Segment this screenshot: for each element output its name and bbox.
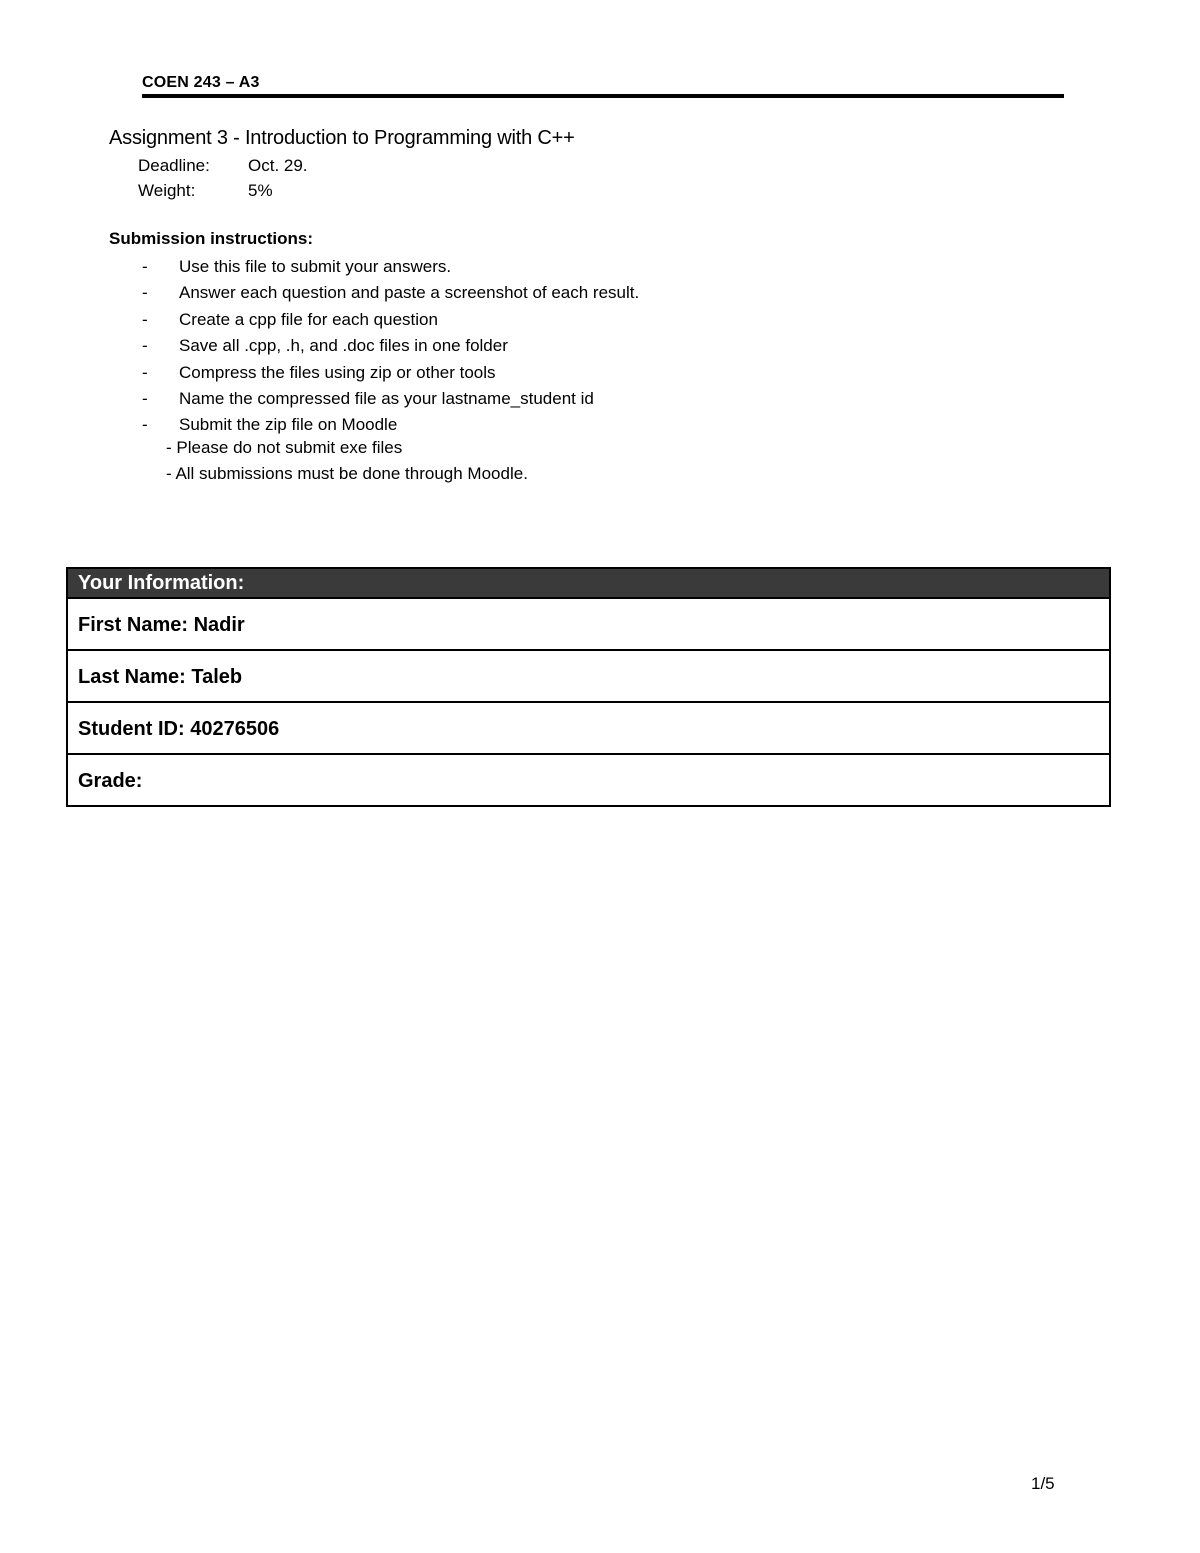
deadline-label: Deadline: <box>138 156 210 175</box>
list-dash: - <box>142 257 148 276</box>
list-item-text: Compress the files using zip or other tools <box>179 362 496 382</box>
list-item <box>142 307 639 333</box>
extra-note-exe: - Please do not submit exe files <box>166 438 403 457</box>
list-item <box>142 333 639 359</box>
extra-note-moodle: - All submissions must be done through Moodle. <box>166 464 528 483</box>
student-id-row: Student ID: 40276506 <box>68 703 1109 755</box>
list-item-text: Save all .cpp, .h, and .doc files in one folder <box>179 336 508 356</box>
weight-row <box>138 181 273 201</box>
list-item <box>142 360 639 386</box>
student-info-table <box>66 567 1111 807</box>
list-item-text: Submit the zip file on Moodle <box>179 415 398 435</box>
page-number: 1/5 <box>1031 1474 1055 1493</box>
list-dash: - <box>142 283 148 303</box>
list-item-text: Use this file to submit your answers. <box>179 257 452 276</box>
weight-label: Weight: <box>138 181 196 200</box>
first-name-row: First Name: Nadir <box>68 599 1109 651</box>
list-dash: - <box>142 362 148 382</box>
deadline-row <box>138 156 308 176</box>
list-dash: - <box>142 388 148 408</box>
submission-heading: Submission instructions: <box>109 229 314 248</box>
list-item <box>142 386 639 412</box>
deadline-value: Oct. 29. <box>248 156 308 175</box>
list-item-text: Create a cpp file for each question <box>179 309 438 329</box>
list-item <box>142 412 639 438</box>
weight-value: 5% <box>248 181 273 200</box>
list-item <box>142 254 639 280</box>
grade-row: Grade: <box>78 770 143 792</box>
list-dash: - <box>142 415 148 435</box>
assignment-title: Assignment 3 - Introduction to Programming with C++ <box>109 127 575 149</box>
list-item-text: Answer each question and paste a screenshot of each result. <box>179 283 640 303</box>
list-item-text: Name the compressed file as your lastname_student id <box>179 388 594 408</box>
page-header <box>142 74 1064 98</box>
list-dash: - <box>142 309 148 329</box>
last-name-row: Last Name: Taleb <box>68 651 1109 703</box>
list-dash: - <box>142 336 148 356</box>
submission-list <box>142 254 639 439</box>
list-item <box>142 280 639 306</box>
info-table-heading: Your Information: <box>68 569 1109 599</box>
course-code: COEN 243 – A3 <box>142 74 260 91</box>
